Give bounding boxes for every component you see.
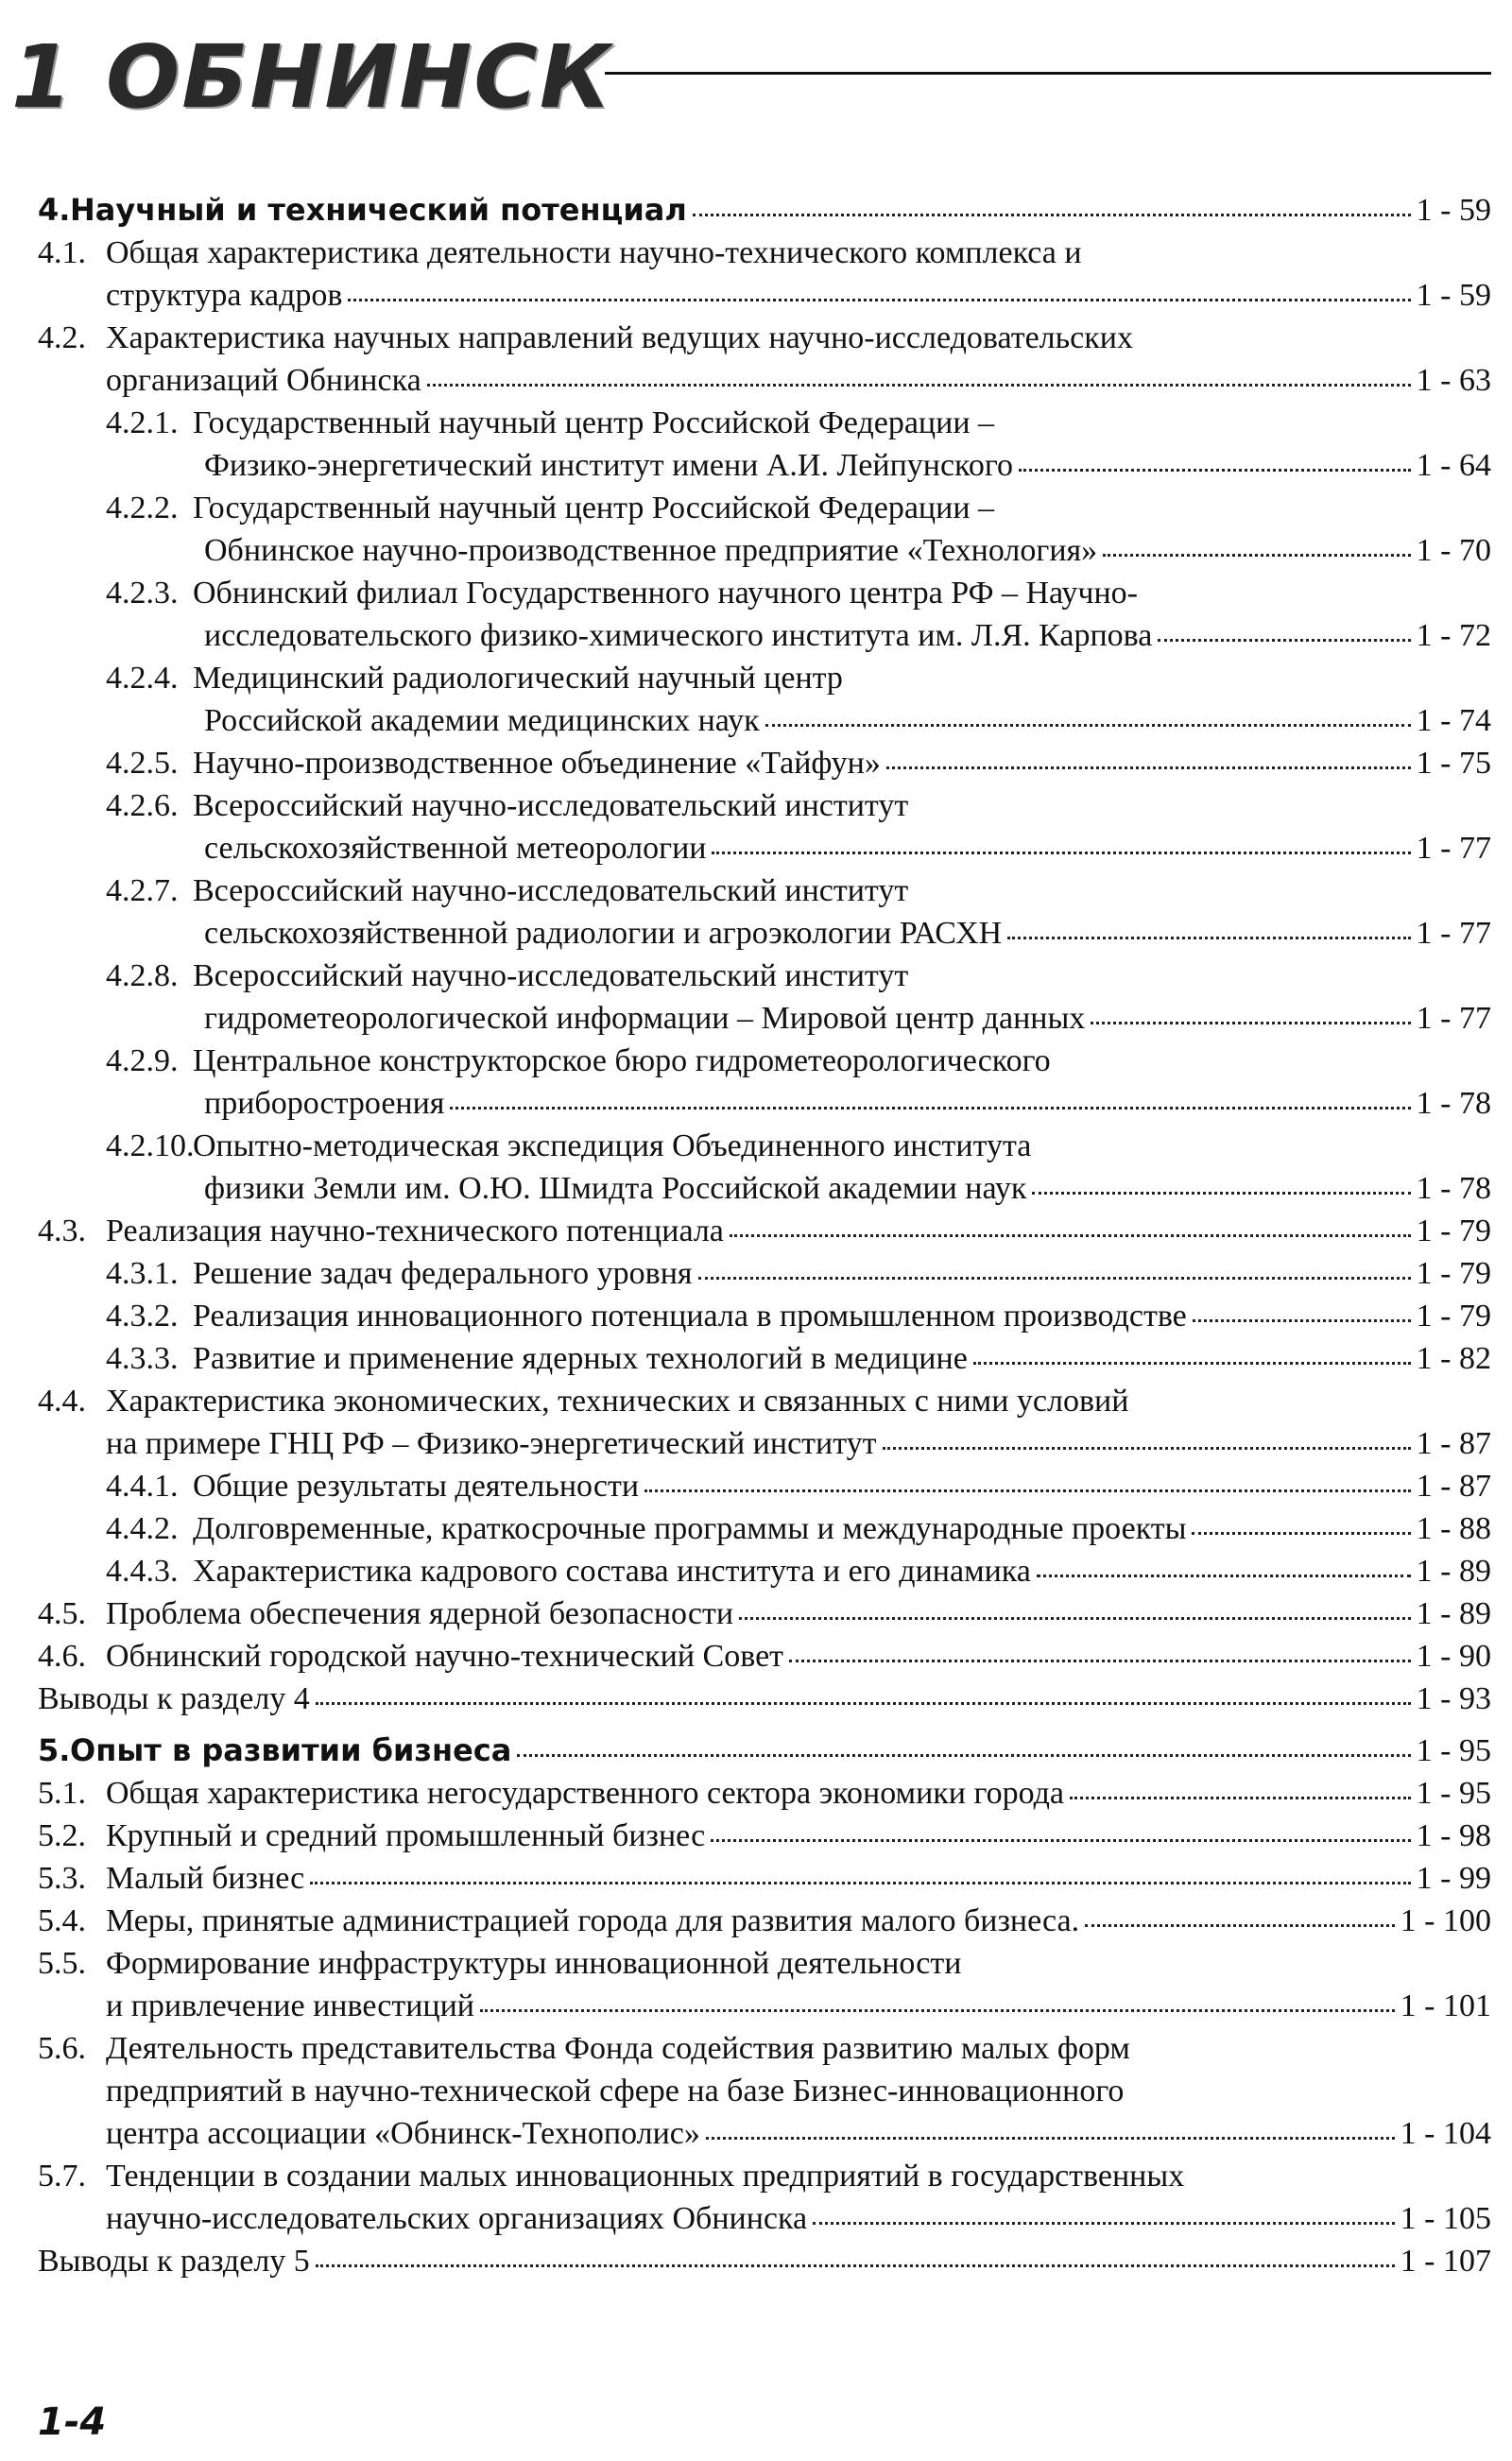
dot-leader [789, 1652, 1411, 1662]
dot-leader [730, 1227, 1411, 1237]
toc-entry[interactable] [38, 274, 1491, 317]
toc-entry[interactable] [38, 955, 1491, 997]
toc-entry-page: 1 - 64 [1416, 448, 1491, 483]
toc-entry-number: 5.7. [38, 2159, 86, 2194]
toc-entry-title: Медицинский радиологический научный центр [193, 661, 843, 696]
toc-entry[interactable] [38, 232, 1491, 274]
toc-entry[interactable] [38, 1900, 1491, 1942]
toc-entry-number: 5. [38, 1732, 71, 1768]
toc-entry-page: 1 - 74 [1416, 703, 1491, 738]
toc-entry[interactable] [38, 912, 1491, 955]
toc-entry-title: Формирование инфраструктуры инновационной деятельности [106, 1946, 962, 1981]
toc-entry[interactable] [38, 572, 1491, 614]
toc-entry-title: на примере ГНЦ РФ – Физико-энергетический институт [106, 1426, 877, 1461]
dot-leader [711, 1832, 1410, 1842]
toc-entry-number: 4.6. [38, 1639, 86, 1674]
toc-entry-title: Реализация научно-технического потенциала [106, 1213, 724, 1248]
toc-entry-number: 4.2. [38, 320, 86, 355]
toc-entry-page: 1 - 95 [1416, 1776, 1491, 1811]
toc-entry[interactable] [38, 827, 1491, 869]
toc-entry[interactable] [38, 402, 1491, 444]
toc-entry-page: 1 - 72 [1416, 618, 1491, 653]
toc-entry-page: 1 - 87 [1416, 1426, 1491, 1461]
dot-leader [712, 844, 1410, 854]
dot-leader [480, 2002, 1395, 2012]
toc-entry-page: 1 - 77 [1416, 1001, 1491, 1036]
toc-entry-title: центра ассоциации «Обнинск-Технополис» [106, 2116, 700, 2151]
toc-entry[interactable] [38, 317, 1491, 359]
toc-entry-title: Государственный научный центр Российской Федерации – [193, 405, 995, 440]
toc-entry-page: 1 - 93 [1416, 1681, 1491, 1716]
toc-entry-page: 1 - 63 [1416, 363, 1491, 398]
toc-entry-number: 4.2.2. [106, 490, 179, 525]
dot-leader [450, 1099, 1410, 1110]
dot-leader [973, 1354, 1411, 1365]
toc-entry-title: Тенденции в создании малых инновационных предприятий в государственных [106, 2159, 1185, 2194]
toc-entry-page: 1 - 101 [1400, 1988, 1491, 2023]
toc-entry[interactable] [38, 1210, 1491, 1252]
page-number: 1-4 [38, 2401, 107, 2444]
toc-entry-title: Проблема обеспечения ядерной безопасности [106, 1596, 734, 1631]
toc-entry[interactable] [38, 1730, 1491, 1772]
dot-leader [1193, 1312, 1411, 1322]
toc-entry[interactable] [38, 657, 1491, 699]
toc-entry[interactable] [38, 1592, 1491, 1635]
toc-entry-number: 4.2.8. [106, 958, 179, 993]
toc-entry-title: Научный и технический потенциал [70, 192, 687, 228]
toc-entry-number: 4.4.3. [106, 1554, 179, 1589]
toc-entry-page: 1 - 105 [1400, 2201, 1491, 2236]
toc-entry[interactable] [38, 2112, 1491, 2155]
toc-entry-title: структура кадров [106, 278, 343, 313]
toc-entry-title: Всероссийский научно-исследовательский институт [193, 873, 909, 908]
toc-entry-title: Характеристика кадрового состава института и его динамика [193, 1554, 1031, 1589]
toc-entry-page: 1 - 89 [1416, 1554, 1491, 1589]
dot-leader [1037, 1567, 1411, 1577]
table-of-contents [38, 180, 1491, 2282]
toc-entry[interactable] [38, 742, 1491, 784]
toc-entry-number: 4.2.5. [106, 746, 179, 781]
toc-entry[interactable] [38, 2240, 1491, 2282]
toc-entry[interactable] [38, 1252, 1491, 1295]
toc-entry[interactable] [38, 444, 1491, 487]
dot-leader [310, 1874, 1410, 1884]
toc-entry[interactable] [38, 1857, 1491, 1900]
toc-entry[interactable] [38, 2070, 1491, 2112]
toc-entry-title: Опыт в развитии бизнеса [70, 1732, 512, 1768]
toc-entry-title: гидрометеорологической информации – Мировой центр данных [204, 1001, 1086, 1036]
dot-leader [1192, 1524, 1410, 1535]
toc-entry[interactable] [38, 1422, 1491, 1465]
toc-entry-title: сельскохозяйственной радиологии и агроэкологии РАСХН [204, 916, 1003, 951]
toc-entry-page: 1 - 78 [1416, 1086, 1491, 1121]
dot-leader [886, 759, 1411, 769]
toc-entry-page: 1 - 107 [1400, 2244, 1491, 2279]
toc-entry[interactable] [38, 1465, 1491, 1507]
toc-entry-page: 1 - 104 [1400, 2116, 1491, 2151]
toc-entry[interactable] [38, 699, 1491, 742]
toc-entry-number: 4.4.2. [106, 1511, 179, 1546]
toc-entry-title: Долговременные, краткосрочные программы и международные проекты [193, 1511, 1187, 1546]
toc-entry-number: 4.4. [38, 1384, 86, 1419]
toc-entry-title: Обнинский филиал Государственного научного центра РФ – Научно- [193, 576, 1138, 611]
dot-leader [1085, 1917, 1395, 1927]
dot-leader [765, 716, 1411, 727]
toc-entry-page: 1 - 98 [1416, 1818, 1491, 1853]
toc-entry-number: 4.2.9. [106, 1043, 179, 1078]
toc-entry-page: 1 - 89 [1416, 1596, 1491, 1631]
toc-entry-page: 1 - 77 [1416, 916, 1491, 951]
toc-entry-number: 4.4.1. [106, 1469, 179, 1504]
toc-entry-title: Научно-производственное объединение «Тайфун» [193, 746, 881, 781]
toc-entry-title: приборостроения [204, 1086, 445, 1121]
toc-entry-title: организаций Обнинска [106, 363, 421, 398]
toc-entry-title: физики Земли им. О.Ю. Шмидта Российской академии наук [204, 1171, 1027, 1206]
toc-entry-title: сельскохозяйственной метеорологии [204, 831, 707, 866]
toc-entry-title: Обнинское научно-производственное предприятие «Технология» [204, 533, 1098, 568]
toc-entry-page: 1 - 77 [1416, 831, 1491, 866]
toc-entry[interactable] [38, 1942, 1491, 1985]
toc-entry-title: Обнинский городской научно-технический Совет [106, 1639, 784, 1674]
toc-entry-number: 4.3.3. [106, 1341, 179, 1376]
dot-leader [517, 1747, 1410, 1757]
toc-entry-number: 4.5. [38, 1596, 86, 1631]
toc-entry[interactable] [38, 997, 1491, 1040]
dot-leader [1019, 461, 1411, 472]
toc-entry-number: 4.3. [38, 1213, 86, 1248]
dot-leader [1070, 1789, 1411, 1799]
toc-entry-page: 1 - 95 [1416, 1733, 1491, 1768]
dot-leader [427, 376, 1411, 387]
toc-entry-title: исследовательского физико-химического института им. Л.Я. Карпова [204, 618, 1153, 653]
toc-entry-title: Государственный научный центр Российской Федерации – [193, 490, 995, 525]
dot-leader [644, 1482, 1411, 1492]
toc-entry-title: Общая характеристика негосударственного сектора экономики города [106, 1776, 1064, 1811]
toc-entry[interactable] [38, 2155, 1491, 2197]
toc-entry-title: Центральное конструкторское бюро гидрометеорологического [193, 1043, 1051, 1078]
toc-entry[interactable] [38, 529, 1491, 572]
toc-entry-number: 4.1. [38, 235, 86, 270]
toc-entry[interactable] [38, 614, 1491, 657]
toc-entry-title: Меры, принятые администрацией города для развития малого бизнеса. [106, 1903, 1080, 1938]
toc-entry-number: 4.2.3. [106, 576, 179, 611]
dot-leader [316, 1695, 1411, 1705]
dot-leader [883, 1439, 1411, 1450]
toc-entry-title: Характеристика научных направлений ведущих научно-исследовательских [106, 320, 1133, 355]
toc-entry-number: 5.4. [38, 1903, 86, 1938]
toc-entry-number: 4. [38, 192, 71, 228]
toc-entry-number: 4.2.6. [106, 788, 179, 823]
dot-leader [1032, 1184, 1410, 1195]
toc-entry-number: 4.2.1. [106, 405, 179, 440]
header-rule [605, 72, 1491, 75]
toc-entry-page: 1 - 100 [1400, 1903, 1491, 1938]
dot-leader [813, 2214, 1395, 2225]
dot-leader [739, 1609, 1411, 1620]
toc-entry-page: 1 - 79 [1416, 1299, 1491, 1334]
toc-entry-number: 4.2.10. [106, 1128, 195, 1163]
dot-leader [316, 2257, 1395, 2267]
toc-entry[interactable] [38, 1167, 1491, 1210]
toc-entry-title: предприятий в научно-технической сфере на базе Бизнес-инновационного [106, 2074, 1125, 2108]
toc-entry[interactable] [38, 1815, 1491, 1857]
dot-leader [706, 2129, 1395, 2140]
toc-entry-title: Деятельность представительства Фонда содействия развитию малых форм [106, 2031, 1130, 2066]
toc-entry-number: 4.2.7. [106, 873, 179, 908]
toc-entry-title: Выводы к разделу 5 [38, 2244, 310, 2279]
toc-entry[interactable] [38, 1337, 1491, 1380]
toc-entry[interactable] [38, 1125, 1491, 1167]
toc-entry[interactable] [38, 487, 1491, 529]
toc-entry[interactable] [38, 784, 1491, 827]
toc-entry-number: 5.1. [38, 1776, 86, 1811]
toc-entry-title: Крупный и средний промышленный бизнес [106, 1818, 706, 1853]
toc-entry-page: 1 - 90 [1416, 1639, 1491, 1674]
toc-entry-number: 5.6. [38, 2031, 86, 2066]
dot-leader [1103, 546, 1410, 557]
toc-entry-number: 5.2. [38, 1818, 86, 1853]
toc-entry[interactable] [38, 1550, 1491, 1592]
toc-entry-title: Физико-энергетический институт имени А.И. Лейпунского [204, 448, 1013, 483]
toc-entry-title: Реализация инновационного потенциала в промышленном производстве [193, 1299, 1187, 1334]
toc-entry-page: 1 - 75 [1416, 746, 1491, 781]
toc-entry-page: 1 - 82 [1416, 1341, 1491, 1376]
dot-leader [1158, 631, 1410, 642]
toc-entry-page: 1 - 79 [1416, 1213, 1491, 1248]
toc-entry-page: 1 - 79 [1416, 1256, 1491, 1291]
toc-entry-page: 1 - 87 [1416, 1469, 1491, 1504]
dot-leader [1007, 929, 1410, 939]
toc-entry-title: Опытно-методическая экспедиция Объединенного института [193, 1128, 1032, 1163]
toc-entry-title: Российской академии медицинских наук [204, 703, 760, 738]
toc-entry-title: Общая характеристика деятельности научно-технического комплекса и [106, 235, 1082, 270]
toc-entry[interactable] [38, 2027, 1491, 2070]
dot-leader [693, 206, 1411, 216]
toc-entry[interactable] [38, 359, 1491, 402]
toc-entry-title: Малый бизнес [106, 1861, 305, 1896]
toc-entry[interactable] [38, 1985, 1491, 2027]
toc-entry-title: Решение задач федерального уровня [193, 1256, 693, 1291]
toc-entry[interactable] [38, 1635, 1491, 1678]
toc-entry[interactable] [38, 1082, 1491, 1125]
toc-entry-title: Общие результаты деятельности [193, 1469, 640, 1504]
toc-entry[interactable] [38, 1678, 1491, 1720]
toc-entry-number: 4.2.4. [106, 661, 179, 696]
toc-entry-number: 4.3.2. [106, 1299, 179, 1334]
toc-entry-title: и привлечение инвестиций [106, 1988, 474, 2023]
toc-entry-page: 1 - 99 [1416, 1861, 1491, 1896]
toc-entry[interactable] [38, 2197, 1491, 2240]
dot-leader [348, 291, 1410, 301]
dot-leader [1091, 1014, 1410, 1024]
toc-entry-page: 1 - 88 [1416, 1511, 1491, 1546]
toc-entry[interactable] [38, 1295, 1491, 1337]
toc-entry[interactable] [38, 1380, 1491, 1422]
toc-entry-number: 4.3.1. [106, 1256, 179, 1291]
toc-entry-title: Выводы к разделу 4 [38, 1681, 310, 1716]
page-header [0, 0, 1512, 142]
toc-entry-number: 5.5. [38, 1946, 86, 1981]
toc-entry-page: 1 - 59 [1416, 278, 1491, 313]
toc-entry[interactable] [38, 1772, 1491, 1815]
toc-entry[interactable] [38, 189, 1491, 232]
toc-entry-title: Всероссийский научно-исследовательский институт [193, 788, 909, 823]
toc-entry-number: 5.3. [38, 1861, 86, 1896]
chapter-title: 1 ОБНИНСК [11, 26, 613, 128]
toc-entry-title: Характеристика экономических, технических и связанных с ними условий [106, 1384, 1129, 1419]
toc-entry[interactable] [38, 869, 1491, 912]
toc-entry-page: 1 - 70 [1416, 533, 1491, 568]
dot-leader [698, 1269, 1411, 1280]
toc-entry-title: Всероссийский научно-исследовательский институт [193, 958, 909, 993]
toc-entry-page: 1 - 78 [1416, 1171, 1491, 1206]
toc-entry[interactable] [38, 1040, 1491, 1082]
toc-entry[interactable] [38, 1507, 1491, 1550]
toc-entry-title: Развитие и применение ядерных технологий в медицине [193, 1341, 968, 1376]
toc-entry-page: 1 - 59 [1416, 193, 1491, 228]
toc-entry-title: научно-исследовательских организациях Обнинска [106, 2201, 808, 2236]
